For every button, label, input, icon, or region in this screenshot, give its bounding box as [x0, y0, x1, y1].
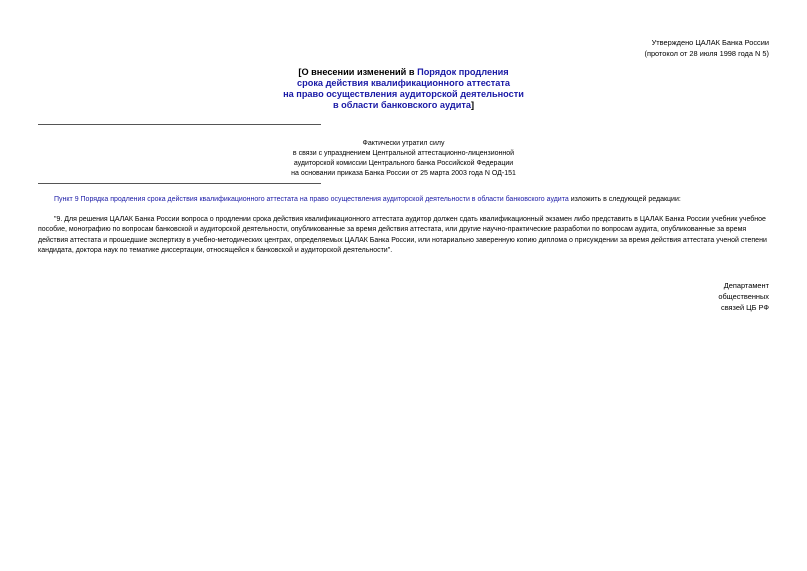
title-prefix: О внесении изменений в — [301, 67, 418, 77]
paragraph-intro-rest: изложить в следующей редакции: — [568, 196, 681, 203]
title-bracket-open: [ — [298, 67, 302, 77]
status-line-1: Фактически утратил силу — [362, 140, 445, 147]
status-line-2: в связи с упразднением Центральной аттестационно-лицензионной — [292, 150, 515, 157]
title-bracket-close: ] — [470, 100, 475, 110]
department-signature — [718, 280, 769, 313]
document-title — [0, 67, 807, 111]
approval-line-1: Утверждено ЦАЛАК Банка России — [651, 38, 769, 47]
divider-top — [38, 124, 321, 125]
approval-line-2: (протокол от 28 июля 1998 года N 5) — [644, 49, 769, 58]
department-line-3: связей ЦБ РФ — [721, 303, 769, 312]
title-link-line-3[interactable]: на право осуществления аудиторской деятельности — [283, 89, 524, 99]
divider-bottom — [38, 183, 321, 184]
department-line-2: общественных — [718, 292, 769, 301]
title-link-line-2[interactable]: срока действия квалификационного аттестата — [296, 78, 511, 88]
status-line-3: аудиторской комиссии Центрального банка Российской Федерации — [293, 160, 514, 167]
procedure-link[interactable]: Пункт 9 Порядка продления срока действия квалификационного аттестата на право осуществления аудиторской деятельности в области банковского аудита — [54, 196, 569, 203]
paragraph-amendment-text: "9. Для решения ЦАЛАК Банка России вопроса о продлении срока действия квалификационного аттестата аудитор должен сдать квалификационный экзамен либо представить в ЦАЛАК Банка России учебник учебное пособие, монографию по вопросам банковской и аудиторской деятельности, опубликованные за время действия аттестата, или другие научно-практические разработки по вопросам аудита, опубликованные за время действия аттестата и прошедшие экспертизу в учебно-методических центрах, определяемых ЦАЛАК Банка России, или нотариально заверенную копию диплома о присуждении за время действия аттестата ученой степени кандидата, доктора наук по тематике диссертации, относящейся к банковской и аудиторской деятельности". — [38, 216, 767, 254]
title-link-line-4[interactable]: в области банковского аудита — [332, 100, 471, 110]
status-note — [200, 139, 607, 179]
status-line-4: на основании приказа Банка России от 25 марта 2003 года N ОД-151 — [291, 170, 516, 177]
approval-note — [644, 37, 769, 59]
paragraph-amendment-intro — [38, 195, 771, 205]
title-link-line-1[interactable]: Порядок продления — [417, 67, 509, 77]
department-line-1: Департамент — [723, 281, 769, 290]
